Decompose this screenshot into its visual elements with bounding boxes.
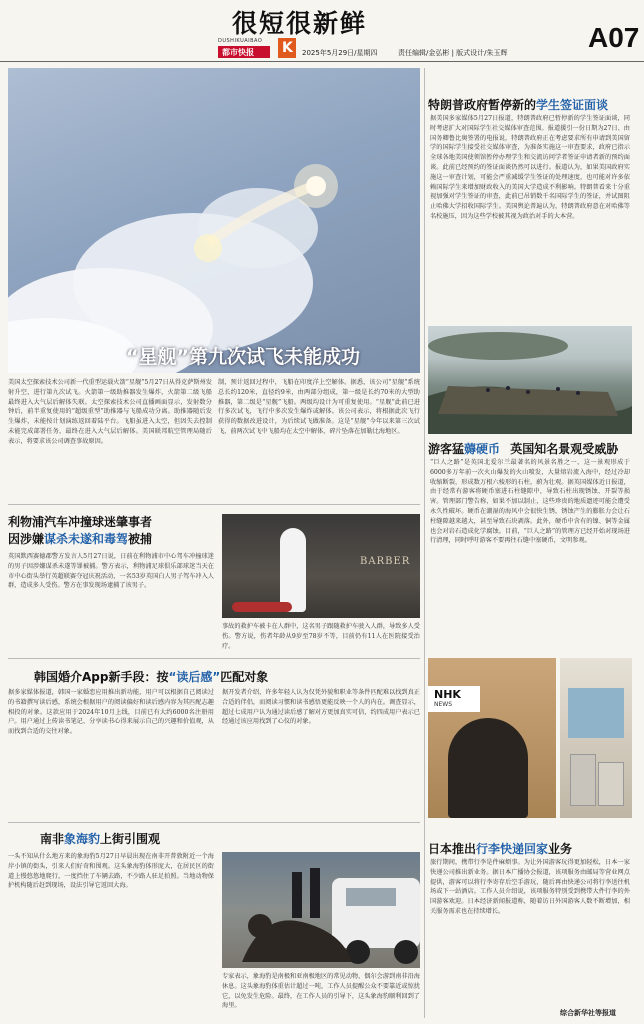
- korea-col1: 据多家媒体报道，韩国一家婚恋应用推出新功能，用户可以根据自己阅读过的书籍撰写读后感，系统会根据用户的阅读偏好和读后感内容为其匹配志趣相投的对象。这款应用于2024年10月上线，目前已有大约6000名注册用户。用户通过上传读书笔记、分享读书心得来展示自己的兴趣和价值观，从而找到合适的交往对象。: [8, 689, 214, 736]
- masthead: [0, 0, 644, 62]
- starship-col2: 制，预计返回过程中，飞船在印度洋上空解体。据悉，该公司“星舰”系统总长约120米，直径约9米，由两部分组成，第一级是长约70米的大型助推器，第二级是“星舰”飞船。两级均设计为可重复使用。“星舰”此前已进行多次试飞，飞行中多次发生爆炸或解体。该公司表示，将根据此次飞行获得的数据改进设计，为后续试飞做准备。这是“星舰”今年以来第三次试飞，前两次试飞中飞船均在太空中解体，碎片坠落在加勒比海地区。: [218, 379, 420, 435]
- causeway-body: “巨人之路”是英国北爱尔兰最著名的风景名胜之一，这一景观形成于6000多万年前一次火山爆发的火山喷发，大量熔岩流入海中，经过冷却收缩断裂，形成数万根六棱形的石柱，蔚为壮观。据英国媒体近日报道，由于经常有游客将硬币塞进石柱缝隙中，导致石柱出现锈蚀、开裂等损害。管理部门警告称，如果不加以制止，这些珍贵的地质遗迹可能会遭受永久性破坏。硬币在潮湿的海风中会很快生锈，锈蚀产生的膨胀力会让石柱缝隙越来越大，甚至导致石块剥落。此外，硬币中含有的镍、铜等金属也会对岩石造成化学腐蚀。目前，“巨人之路”的管理方已经开始对现场进行清理，同时呼吁游客不要再往石缝中塞硬币，文明参观。: [430, 459, 630, 545]
- divider-h-3: [8, 822, 420, 823]
- causeway-headline: 游客猛薅硬币 英国知名景观受威胁: [428, 442, 619, 456]
- woman-figure: [448, 718, 528, 818]
- source-credit: 综合新华社等报道: [560, 1009, 616, 1017]
- korea-col2: 据开发者介绍，许多年轻人认为仅凭外貌和职业等条件匹配难以找到真正合适的伴侣，而阅读习惯和读书感悟更能反映一个人的内在。调查显示，超过七成用户认为通过读后感了解对方更加真实可信，约四成用户表示已经通过该应用找到了心仪的对象。: [222, 689, 420, 726]
- causeway-photo: [428, 326, 632, 434]
- sealion-col2: 专家表示，象海豹是南极和亚南极地区的常见动物，偶尔会游到南非沿海休息。这头象海豹体重估计超过一吨，工作人员提醒公众不要靠近或惊扰它，以免发生危险。最终，在工作人员的引导下，这头象海豹顺利回到了海里。: [222, 973, 420, 1010]
- liverpool-headline: 利物浦汽车冲撞球迷肇事者 因涉嫌谋杀未遂和毒驾被捕: [8, 515, 153, 546]
- barber-sign: BARBER: [360, 556, 411, 567]
- japan-photo-counter: [560, 658, 632, 818]
- liverpool-col2: 事故的救护车被卡在人群中，这名男子跟随救护车驶入人群，导致多人受伤。警方说，伤者年龄从9岁至78岁不等，目前仍有11人在医院接受治疗。: [222, 623, 420, 650]
- masthead-rule: [0, 61, 644, 62]
- paper-name-badge: [218, 46, 270, 58]
- sealion-headline: 南非象海豹上街引围观: [40, 832, 161, 846]
- editor-line: 责任编辑/金弘彬 | 版式设计/朱玉辉: [398, 49, 508, 57]
- trump-headline: 特朗普政府暂停新的学生签证面谈: [428, 98, 609, 112]
- sealion-photo: [222, 852, 420, 968]
- starship-headline: “星舰”第九次试飞未能成功: [126, 346, 360, 368]
- divider-left-1: [424, 68, 425, 1018]
- japan-photo-luggage: [428, 658, 556, 818]
- korea-headline: 韩国婚介App新手段：按“读后感”匹配对象: [34, 670, 269, 684]
- trump-body: 据美国多家媒体5月27日报道，特朗普政府已暂停新的学生签证面谈，同时考虑扩大对国际学生社交媒体审查范围。报道援引一份日期为27日、由国务卿鲁比奥签署的电报说，特朗普政府正在考虑要求所有申请到美国留学的国际学生接受社交媒体审查，为准备实施这一审查要求，政府已指示全球各地美国使领馆暂停办理学生和交流访问学者签证申请者新的预约面谈。此前已经预约的签证面谈仍然可以进行。报道认为，如果美国政府实施这一审查计划，可能会严重减缓学生签证的处理速度，也可能对许多依赖国际学生来增加财政收入的美国大学造成不利影响。特朗普看来十分重视加强对学生签证的审查，此前已吊销数千名国际学生的签证，并试图阻止哈佛大学招收国际学生。美国舆论普遍认为，特朗普政府意在对哈佛等名校施压，因为这些学校被其视为政治对手的大本营。: [430, 115, 630, 220]
- paper-name: 都市快报: [222, 48, 254, 57]
- divider-h-1: [8, 504, 420, 505]
- masthead-pinyin: DUSHIKUAIBAO: [218, 38, 263, 44]
- nhk-badge: [428, 686, 480, 712]
- flowers: [232, 602, 292, 612]
- page-number: A07: [588, 22, 640, 53]
- nhk-logo: NHK: [434, 688, 461, 701]
- rocket-plume-illustration: [8, 68, 420, 373]
- date-line: 2025年5月29日/星期四: [302, 49, 378, 57]
- investigator-figure: [280, 528, 306, 612]
- nhk-sub: NEWS: [434, 701, 453, 708]
- liverpool-photo: [222, 514, 420, 618]
- liverpool-col1: 英国默西赛德郡警方发言人5月27日说，日前在利物浦市中心驾车冲撞球迷的男子因涉嫌谋杀未遂等罪被捕。警方表示，利物浦足球俱乐部球迷当天在市中心街头举行英超联赛夺冠庆祝活动，一名53岁英国白人男子驾车冲入人群，造成多人受伤。警方在事发现场逮捕了该男子。: [8, 553, 214, 590]
- section-title: 很短很新鲜: [232, 9, 368, 38]
- starship-photo: [8, 68, 420, 373]
- k-logo-icon: K: [278, 38, 296, 58]
- divider-h-2: [8, 658, 420, 659]
- sealion-col1: 一头不知从什么地方来的象海豹5月27日早晨出现在南非开普敦附近一个海岸小镇的街头，引来人们好奇和围观。这头象海豹体形庞大，在居民区的街道上慢悠悠地爬行，一度挡住了车辆去路，不少路人驻足拍照。当地动物保护机构随后赶到现场，设法引导它返回大海。: [8, 853, 214, 890]
- starship-col1: 美国太空探索技术公司新一代重型运载火箭“星舰”5月27日从得克萨斯州发射升空，进行第九次试飞。火箭第一级助推器发生爆炸，火箭第二级飞船最终进入大气层后解体失联。太空探索技术公司直播画面显示，发射数分钟后，前半重复使用的“超级重型”助推器与飞船成功分离。助推器随后发生爆炸，未能按计划演练返回着陆平台。飞船虽进入太空，但因失去控制未能完成部署任务，最终在进入大气层后解体。美国联邦航空管理局随后表示，将要求该公司调查事故原因。: [8, 379, 212, 445]
- japan-headline: 日本推出行李快递回家业务: [428, 842, 573, 856]
- japan-body: 旅行期间，携带行李是件麻烦事。为让外国游客玩得更加轻松，日本一家快递公司推出新业务。据日本广播协会报道，该项服务由邮局等营业网点提供，游客可以将行李寄存后空手游玩，随后再由快递公司将行李送往机场或下一站酒店。工作人员介绍说，该项服务特别受到携带大件行李的外国游客欢迎。日本经济新闻报道称，随着访日外国游客人数不断增加，相关服务需求也在持续增长。: [430, 859, 630, 915]
